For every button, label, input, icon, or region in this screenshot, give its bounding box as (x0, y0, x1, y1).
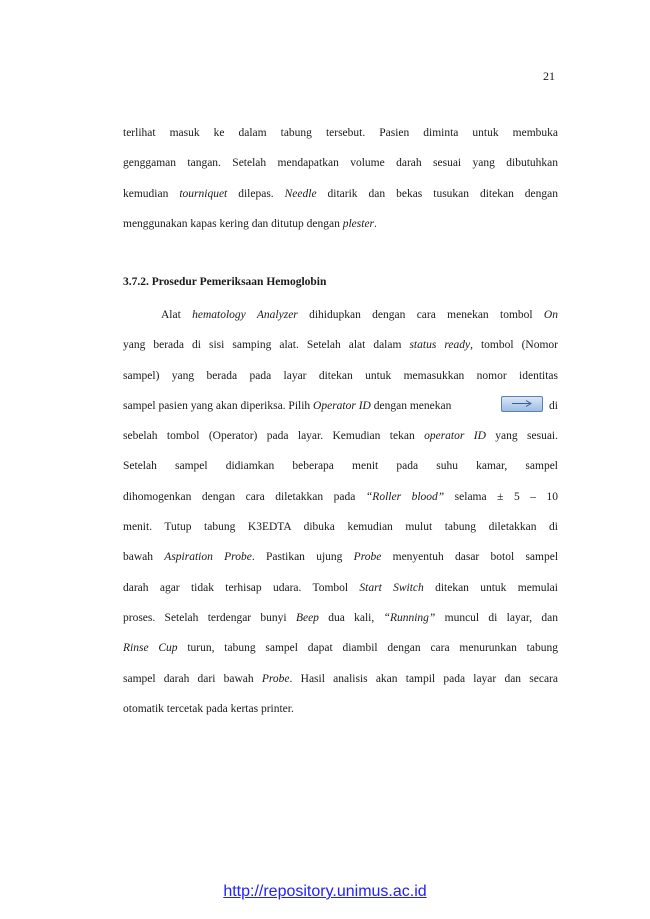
text-line: yang berada di sisi samping alat. Setelah alat dalam status ready, tombol (Nomor (123, 339, 558, 352)
text-line: darah agar tidak terhisap udara. Tombol Start Switch ditekan untuk memulai (123, 581, 558, 594)
text-line: menit. Tutup tabung K3EDTA dibuka kemudian mulut tabung diletakkan di (123, 521, 558, 534)
text-line: genggaman tangan. Setelah mendapatkan volume darah sesuai yang dibutuhkan (123, 157, 558, 170)
text-line: terlihat masuk ke dalam tabung tersebut. Pasien diminta untuk membuka (123, 127, 558, 139)
text-line: sampel darah dari bawah Probe. Hasil analisis akan tampil pada layar dan secara (123, 672, 558, 685)
text-line: kemudian tourniquet dilepas. Needle ditarik dan bekas tusukan ditekan dengan (123, 187, 559, 200)
text-line: menggunakan kapas kering dan ditutup dengan plester. (123, 217, 377, 230)
text-line: proses. Setelah terdengar bunyi Beep dua kali, “Running” muncul di layar, dan (123, 611, 558, 624)
page-number: 21 (543, 69, 555, 83)
repository-link[interactable]: http://repository.unimus.ac.id (223, 883, 427, 900)
text-line: sebelah tombol (Operator) pada layar. Kemudian tekan operator ID yang sesuai. (123, 430, 558, 443)
text-line: dihomogenkan dengan cara diletakkan pada “Roller blood” selama ± 5 – 10 (123, 490, 558, 503)
text-line: Alat hematology Analyzer dihidupkan dengan cara menekan tombol On (161, 309, 558, 321)
text-line: sampel) yang berada pada layar ditekan untuk memasukkan nomor identitas (123, 369, 558, 382)
paragraph-1 (123, 118, 558, 239)
section-heading: 3.7.2. Prosedur Pemeriksaan Hemoglobin (123, 276, 327, 288)
text-line: Rinse Cup turun, tabung sampel dapat diambil dengan cara menurunkan tabung (123, 642, 558, 655)
text-line: Setelah sampel didiamkan beberapa menit pada suhu kamar, sampel (123, 460, 558, 473)
text-line: sampel pasien yang akan diperiksa. Pilih Operator ID dengan menekan di (123, 391, 558, 421)
text-line: otomatik tercetak pada kertas printer. (123, 702, 294, 715)
text-line: bawah Aspiration Probe. Pastikan ujung Probe menyentuh dasar botol sampel (123, 551, 559, 564)
paragraph-2 (123, 300, 558, 724)
right-arrow-icon (501, 396, 543, 412)
